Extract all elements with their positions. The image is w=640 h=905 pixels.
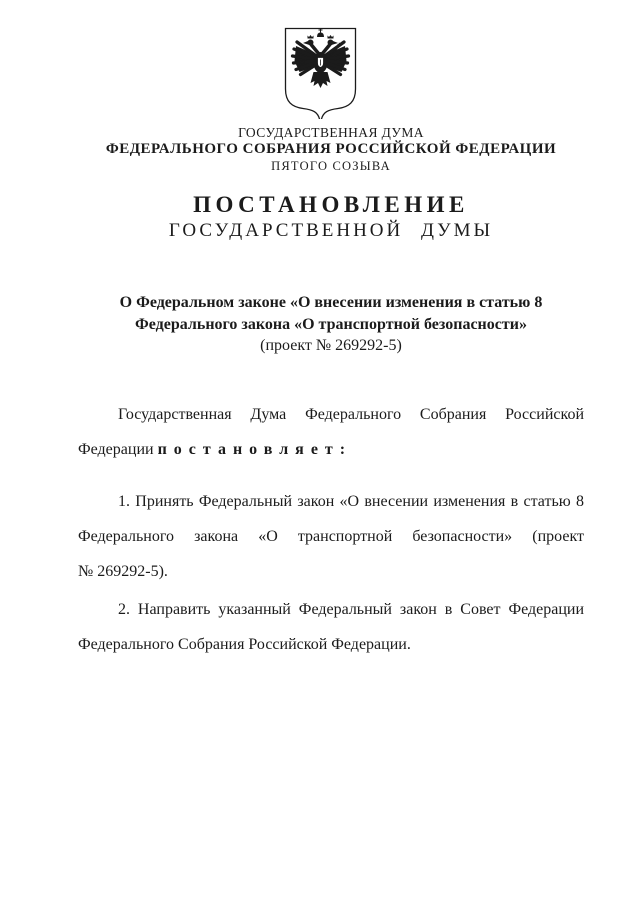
item-1-line-3: № 269292-5). bbox=[78, 562, 168, 580]
coat-of-arms-icon bbox=[282, 26, 359, 119]
doc-type-title: ПОСТАНОВЛЕНИЕ bbox=[193, 192, 469, 217]
org-name: ГОСУДАРСТВЕННАЯ ДУМА bbox=[238, 125, 424, 140]
item-2-line-2: Федерального Собрания Российской Федерации. bbox=[78, 635, 411, 653]
emblem-block bbox=[0, 0, 640, 119]
doc-title bbox=[78, 292, 584, 357]
doc-type-subtitle: ГОСУДАРСТВЕННОЙ ДУМЫ bbox=[168, 220, 494, 241]
preamble-paragraph bbox=[78, 397, 584, 467]
resolves-word: постановляет: bbox=[157, 440, 353, 458]
preamble-line-2 bbox=[78, 432, 584, 467]
doc-body bbox=[78, 397, 584, 662]
item-2-paragraph bbox=[78, 592, 584, 662]
item-1-paragraph bbox=[78, 484, 584, 589]
item-1-line-1: 1. Принять Федеральный закон «О внесении изменения в статью 8 bbox=[118, 492, 584, 510]
doc-type-block bbox=[78, 192, 584, 244]
title-line-1: О Федеральном законе «О внесении изменения в статью 8 bbox=[119, 294, 543, 311]
org-header bbox=[78, 124, 584, 174]
org-parent: ФЕДЕРАЛЬНОГО СОБРАНИЯ РОССИЙСКОЙ ФЕДЕРАЦИИ bbox=[105, 141, 557, 157]
title-line-2: Федерального закона «О транспортной безопасности» bbox=[135, 315, 527, 333]
item-1-line-2: Федерального закона «О транспортной безопасности» (проект bbox=[78, 527, 584, 545]
org-convocation: ПЯТОГО СОЗЫВА bbox=[271, 159, 391, 173]
preamble-line-1: Государственная Дума Федерального Собрания Российской bbox=[118, 405, 584, 423]
item-2-line-1: 2. Направить указанный Федеральный закон в Совет Федерации bbox=[118, 600, 584, 618]
title-project-number: (проект № 269292-5) bbox=[260, 337, 402, 354]
preamble-line-2-text: Федерации bbox=[78, 440, 158, 458]
